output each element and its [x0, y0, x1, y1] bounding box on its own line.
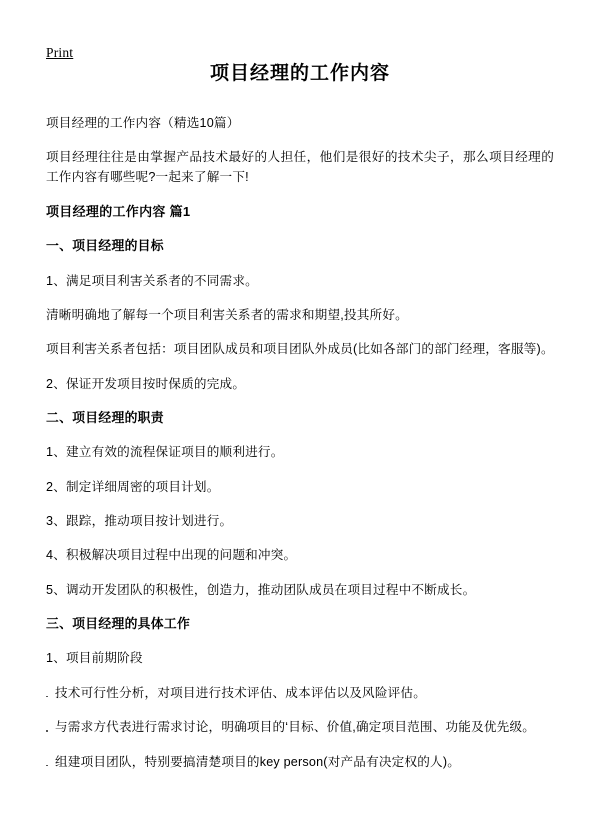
section-heading: 项目经理的工作内容 篇1	[46, 203, 191, 219]
print-link[interactable]: Print	[46, 45, 74, 60]
paragraph: 1、建立有效的流程保证项目的顺利进行。	[46, 445, 284, 460]
document-body	[46, 113, 554, 772]
paragraph: 1、项目前期阶段	[46, 651, 143, 666]
bullet-paragraph: 与需求方代表进行需求讨论，明确项目的‘目标、价值,确定项目范围、功能及优先级。	[46, 717, 554, 737]
paragraph: 2、保证开发项目按时保质的完成。	[46, 376, 246, 391]
paragraph: 项目经理往往是由掌握产品技术最好的人担任，他们是很好的技术尖子，那么项目经理的工作内容有哪些呢?一起来了解一下!	[46, 150, 554, 185]
paragraph: 项目利害关系者包括：项目团队成员和项目团队外成员(比如各部门的部门经理，客服等)。	[46, 342, 554, 357]
sub-heading: 一、项目经理的目标	[46, 238, 164, 254]
page-title: 项目经理的工作内容	[209, 63, 390, 84]
bullet-paragraph: 组建项目团队，特别要搞清楚项目的key person(对产品有决定权的人)。	[46, 752, 554, 772]
paragraph: 3、跟踪，推动项目按计划进行。	[46, 514, 233, 529]
paragraph: 4、积极解决项目过程中出现的问题和冲突。	[46, 548, 297, 563]
paragraph: 项目经理的工作内容（精选10篇）	[46, 115, 240, 130]
paragraph: 2、制定详细周密的项目计划。	[46, 479, 220, 494]
paragraph: 清晰明确地了解每一个项目利害关系者的需求和期望,投其所好。	[46, 307, 408, 322]
bullet-paragraph: 技术可行性分析，对项目进行技术评估、成本评估以及风险评估。	[46, 683, 554, 703]
paragraph: 5、调动开发团队的积极性，创造力，推动团队成员在项目过程中不断成长。	[46, 582, 476, 597]
paragraph: 1、满足项目利害关系者的不同需求。	[46, 273, 258, 288]
sub-heading: 二、项目经理的职责	[46, 410, 164, 426]
sub-heading: 三、项目经理的具体工作	[46, 616, 191, 632]
